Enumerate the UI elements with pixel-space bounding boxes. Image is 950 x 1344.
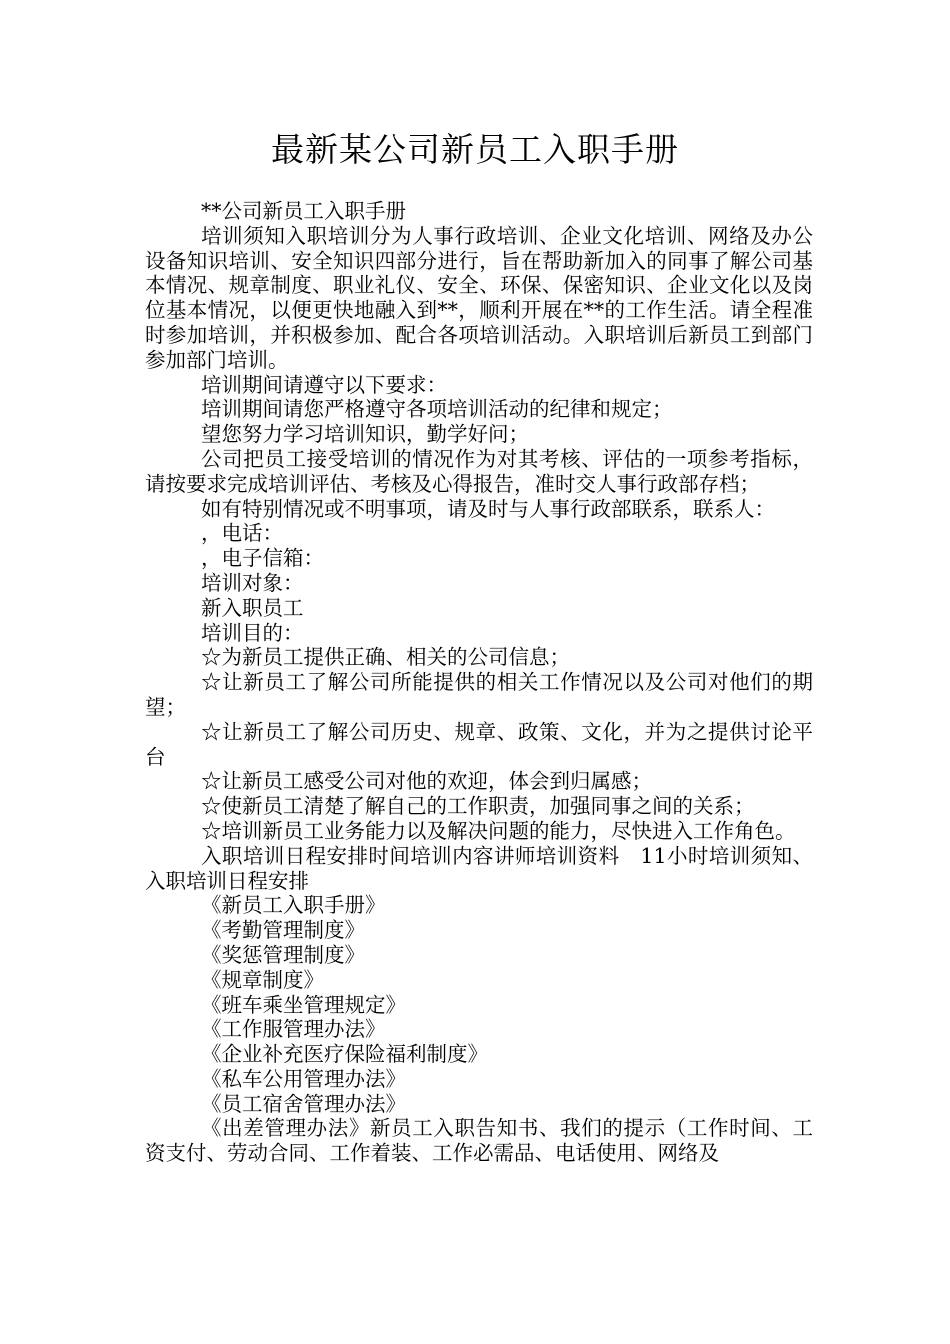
paragraph: 入职培训日程安排时间培训内容讲师培训资料 11小时培训须知、入职培训日程安排 <box>145 843 813 893</box>
list-item: ☆让新员工了解公司所能提供的相关工作情况以及公司对他们的期望； <box>145 670 813 719</box>
paragraph: 培训须知入职培训分为人事行政培训、企业文化培训、网络及办公设备知识培训、安全知识四部分进行，旨在帮助新加入的同事了解公司基本情况、规章制度、职业礼仪、安全、环保、保密知识、企业文化以及岗位基本情况，以便更快地融入到**，顺利开展在**的工作生活。请全程准时参加培训，并积极参加、配合各项培训活动。入职培训后新员工到部门参加部门培训。 <box>145 223 813 372</box>
paragraph: 培训期间请遵守以下要求： <box>201 372 447 397</box>
paragraph: 培训期间请您严格遵守各项培训活动的纪律和规定； <box>201 397 673 422</box>
document-body <box>145 199 813 1166</box>
paragraph: 望您努力学习培训知识，勤学好问； <box>201 422 529 447</box>
paragraph: ，电话： <box>201 521 283 546</box>
paragraph: 新入职员工 <box>201 595 304 620</box>
paragraph: 如有特别情况或不明事项，请及时与人事行政部联系，联系人： <box>201 496 775 521</box>
list-item: 《班车乘坐管理规定》 <box>201 992 406 1017</box>
list-item: 《私车公用管理办法》 <box>201 1066 406 1091</box>
list-item: 《规章制度》 <box>201 967 324 992</box>
list-item: 《企业补充医疗保险福利制度》 <box>201 1042 488 1067</box>
document-title: 最新某公司新员工入职手册 <box>271 130 679 169</box>
paragraph: 培训对象： <box>201 570 304 595</box>
list-item: 《员工宿舍管理办法》 <box>201 1091 406 1116</box>
paragraph: ，电子信箱： <box>201 546 324 571</box>
paragraph: **公司新员工入职手册 <box>201 199 406 223</box>
list-item: 《新员工入职手册》 <box>201 893 386 918</box>
paragraph: 《出差管理办法》新员工入职告知书、我们的提示（工作时间、工资支付、劳动合同、工作着装、工作必需品、电话使用、网络及 <box>145 1116 813 1166</box>
list-item: 《考勤管理制度》 <box>201 918 365 943</box>
paragraph: 公司把员工接受培训的情况作为对其考核、评估的一项参考指标，请按要求完成培训评估、考核及心得报告，准时交人事行政部存档； <box>145 446 813 496</box>
list-item: ☆让新员工感受公司对他的欢迎，体会到归属感； <box>201 769 652 794</box>
list-item: 《工作服管理办法》 <box>201 1017 386 1042</box>
list-item: ☆让新员工了解公司历史、规章、政策、文化，并为之提供讨论平台 <box>145 719 813 769</box>
list-item: ☆使新员工清楚了解自己的工作职责，加强同事之间的关系； <box>201 794 755 819</box>
paragraph: 培训目的： <box>201 620 304 645</box>
list-item: ☆为新员工提供正确、相关的公司信息； <box>201 645 570 670</box>
list-item: 《奖惩管理制度》 <box>201 942 365 967</box>
list-item: ☆培训新员工业务能力以及解决问题的能力，尽快进入工作角色。 <box>201 818 796 843</box>
